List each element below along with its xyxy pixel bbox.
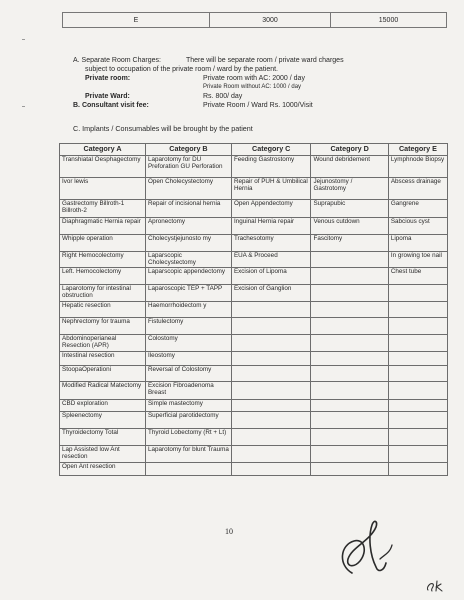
private-ward-value: Rs. 800/ day bbox=[203, 93, 243, 100]
table-cell bbox=[231, 335, 311, 352]
table-row bbox=[60, 400, 448, 412]
consultant-fee-line bbox=[73, 101, 453, 110]
table-cell bbox=[311, 285, 388, 302]
table-cell bbox=[388, 352, 447, 366]
table-cell: Nephrectomy for trauma bbox=[60, 318, 146, 335]
table-row bbox=[60, 318, 448, 335]
table-row bbox=[63, 13, 447, 28]
private-room-value-2: Private Room without AC: 1000 / day bbox=[203, 84, 302, 90]
table-cell bbox=[231, 318, 311, 335]
table-cell bbox=[231, 302, 311, 318]
table-row bbox=[60, 156, 448, 178]
table-cell: Ileostomy bbox=[145, 352, 231, 366]
table-cell: Haemorrhoidectom y bbox=[145, 302, 231, 318]
table-cell bbox=[231, 429, 311, 446]
table-cell: Feeding Gastrostomy bbox=[231, 156, 311, 178]
page-number: 10 bbox=[225, 527, 233, 536]
table-cell: Open Cholecystectomy bbox=[145, 178, 231, 200]
table-cell: Excision of Lipoma bbox=[231, 268, 311, 285]
table-cell: Chest tube bbox=[388, 268, 447, 285]
table-cell: Cholecystjejunosto my bbox=[145, 235, 231, 252]
table-cell bbox=[231, 382, 311, 400]
table-cell bbox=[388, 446, 447, 463]
table-cell: Repair of incisional hernia bbox=[145, 200, 231, 218]
scan-speck bbox=[22, 106, 25, 107]
table-row bbox=[60, 235, 448, 252]
table-cell: Excision Fibroadenoma Breast bbox=[145, 382, 231, 400]
room-charges-line-2 bbox=[73, 65, 453, 74]
private-ward-line bbox=[73, 92, 453, 101]
corner-initials-mark bbox=[424, 578, 448, 594]
table-cell bbox=[231, 412, 311, 429]
table-body bbox=[60, 156, 448, 476]
table-cell: Reversal of Colostomy bbox=[145, 366, 231, 382]
table-cell: Right Hemocolectomy bbox=[60, 252, 146, 268]
table-cell bbox=[388, 463, 447, 476]
table-cell: Open Appendectomy bbox=[231, 200, 311, 218]
table-cell: Ivor lewis bbox=[60, 178, 146, 200]
room-charges-text-2: subject to occupation of the private room / ward by the patient. bbox=[85, 66, 278, 73]
category-table bbox=[59, 143, 448, 476]
table-cell bbox=[311, 446, 388, 463]
table-cell bbox=[311, 366, 388, 382]
table-cell bbox=[388, 366, 447, 382]
table-cell: Repair of PUH & Umbilical Hernia bbox=[231, 178, 311, 200]
table-cell: Lipoma bbox=[388, 235, 447, 252]
table-cell: Abscess drainage bbox=[388, 178, 447, 200]
private-room-line-2 bbox=[73, 83, 453, 92]
scan-speck bbox=[22, 39, 25, 40]
table-cell: Laparscopic Cholecystectomy bbox=[145, 252, 231, 268]
table-cell: Venous cutdown bbox=[311, 218, 388, 235]
table-row bbox=[60, 446, 448, 463]
table-cell: Abdominoperianeal Resection (APR) bbox=[60, 335, 146, 352]
table-row bbox=[60, 429, 448, 446]
table-cell: Open Ant resection bbox=[60, 463, 146, 476]
column-header: Category C bbox=[231, 144, 311, 156]
table-cell bbox=[311, 400, 388, 412]
table-row bbox=[60, 352, 448, 366]
table-cell: Simple mastectomy bbox=[145, 400, 231, 412]
table-cell bbox=[388, 382, 447, 400]
table-cell bbox=[388, 400, 447, 412]
table-cell bbox=[388, 429, 447, 446]
table-cell: Left. Hemocolectomy bbox=[60, 268, 146, 285]
table-cell bbox=[388, 335, 447, 352]
private-room-label: Private room: bbox=[85, 75, 131, 82]
table-row bbox=[60, 285, 448, 302]
table-cell: Diaphragmatic Hernia repair bbox=[60, 218, 146, 235]
table-cell: Excision of Ganglion bbox=[231, 285, 311, 302]
table-row bbox=[60, 268, 448, 285]
handwritten-signature bbox=[330, 515, 400, 580]
table-cell: Wound debridement bbox=[311, 156, 388, 178]
table-cell: Lap Assisted low Ant resection bbox=[60, 446, 146, 463]
room-charges-text-1: There will be separate room / private ward charges bbox=[186, 57, 344, 64]
table-cell: Fistulectomy bbox=[145, 318, 231, 335]
table-cell: Thyroid Lobectomy (Rt + Lt) bbox=[145, 429, 231, 446]
table-cell: Transhiatal Oesphagectomy bbox=[60, 156, 146, 178]
table-row bbox=[60, 302, 448, 318]
table-cell bbox=[231, 400, 311, 412]
table-cell: Spleenectomy bbox=[60, 412, 146, 429]
table-cell: Apronectomy bbox=[145, 218, 231, 235]
column-header: Category D bbox=[311, 144, 388, 156]
table-cell: Trachesotomy bbox=[231, 235, 311, 252]
table-row bbox=[60, 463, 448, 476]
table-cell: CBD exploration bbox=[60, 400, 146, 412]
table-cell bbox=[311, 302, 388, 318]
private-room-line bbox=[73, 74, 453, 83]
room-charges-line bbox=[73, 56, 453, 65]
table-cell: Sabcious cyst bbox=[388, 218, 447, 235]
private-room-value-1: Private room with AC: 2000 / day bbox=[203, 75, 305, 82]
charges-section bbox=[73, 56, 453, 110]
implants-note: C. Implants / Consumables will be brought by the patient bbox=[73, 124, 253, 133]
table-cell: Laparotomy for DU Preforation GU Perforation bbox=[145, 156, 231, 178]
table-cell: Laparotomy for blunt Trauma bbox=[145, 446, 231, 463]
table-cell bbox=[388, 285, 447, 302]
table-row bbox=[60, 366, 448, 382]
column-header: Category B bbox=[145, 144, 231, 156]
table-cell: Jejunostomy / Gastrotomy bbox=[311, 178, 388, 200]
table-cell bbox=[388, 302, 447, 318]
table-cell: Whipple operation bbox=[60, 235, 146, 252]
table-cell: Laparoscopic TEP + TAPP bbox=[145, 285, 231, 302]
table-cell: Inguinal Hernia repair bbox=[231, 218, 311, 235]
table-cell bbox=[311, 318, 388, 335]
table-cell bbox=[388, 318, 447, 335]
table-row bbox=[60, 252, 448, 268]
table-cell bbox=[311, 268, 388, 285]
table-cell: Modified Radical Matectomy bbox=[60, 382, 146, 400]
table-cell bbox=[311, 335, 388, 352]
table-row bbox=[60, 412, 448, 429]
table-cell bbox=[231, 463, 311, 476]
table-cell: 3000 bbox=[210, 13, 331, 28]
table-cell: Superficial parotidectomy bbox=[145, 412, 231, 429]
table-cell: Thyroidectomy Total bbox=[60, 429, 146, 446]
table-row bbox=[60, 178, 448, 200]
table-cell: Lymphnode Biopsy bbox=[388, 156, 447, 178]
top-table-fragment bbox=[62, 12, 447, 28]
table-cell: Laparscopic appendectomy bbox=[145, 268, 231, 285]
table-cell bbox=[145, 463, 231, 476]
private-ward-label: Private Ward: bbox=[85, 93, 130, 100]
room-charges-label: A. Separate Room Charges: bbox=[73, 57, 161, 64]
table-cell bbox=[311, 463, 388, 476]
table-row bbox=[60, 382, 448, 400]
table-cell: In growing toe nail bbox=[388, 252, 447, 268]
consultant-fee-label: B. Consultant visit fee: bbox=[73, 102, 149, 109]
table-cell bbox=[311, 429, 388, 446]
table-cell bbox=[311, 412, 388, 429]
table-row bbox=[60, 218, 448, 235]
table-cell: Gangrene bbox=[388, 200, 447, 218]
table-header-row bbox=[60, 144, 448, 156]
table-cell bbox=[311, 382, 388, 400]
table-cell: StoopaOperationi bbox=[60, 366, 146, 382]
table-cell: Hepatic resection bbox=[60, 302, 146, 318]
table-cell bbox=[231, 446, 311, 463]
consultant-fee-value: Private Room / Ward Rs. 1000/Visit bbox=[203, 102, 313, 109]
table-cell bbox=[311, 352, 388, 366]
table-cell: E bbox=[63, 13, 210, 28]
table-cell: Colostomy bbox=[145, 335, 231, 352]
table-cell bbox=[231, 352, 311, 366]
table-row bbox=[60, 335, 448, 352]
table-cell bbox=[311, 252, 388, 268]
table-cell bbox=[388, 412, 447, 429]
table-cell: Laparotomy for intestinal obstruction bbox=[60, 285, 146, 302]
table-cell: 15000 bbox=[331, 13, 447, 28]
table-cell bbox=[231, 366, 311, 382]
table-cell: EUA & Proceed bbox=[231, 252, 311, 268]
column-header: Category E bbox=[388, 144, 447, 156]
table-cell: Suprapubic bbox=[311, 200, 388, 218]
table-cell: Gastrectomy Billroth-1 Billroth-2 bbox=[60, 200, 146, 218]
column-header: Category A bbox=[60, 144, 146, 156]
table-cell: Fascitomy bbox=[311, 235, 388, 252]
table-cell: Intestinal resection bbox=[60, 352, 146, 366]
table-row bbox=[60, 200, 448, 218]
